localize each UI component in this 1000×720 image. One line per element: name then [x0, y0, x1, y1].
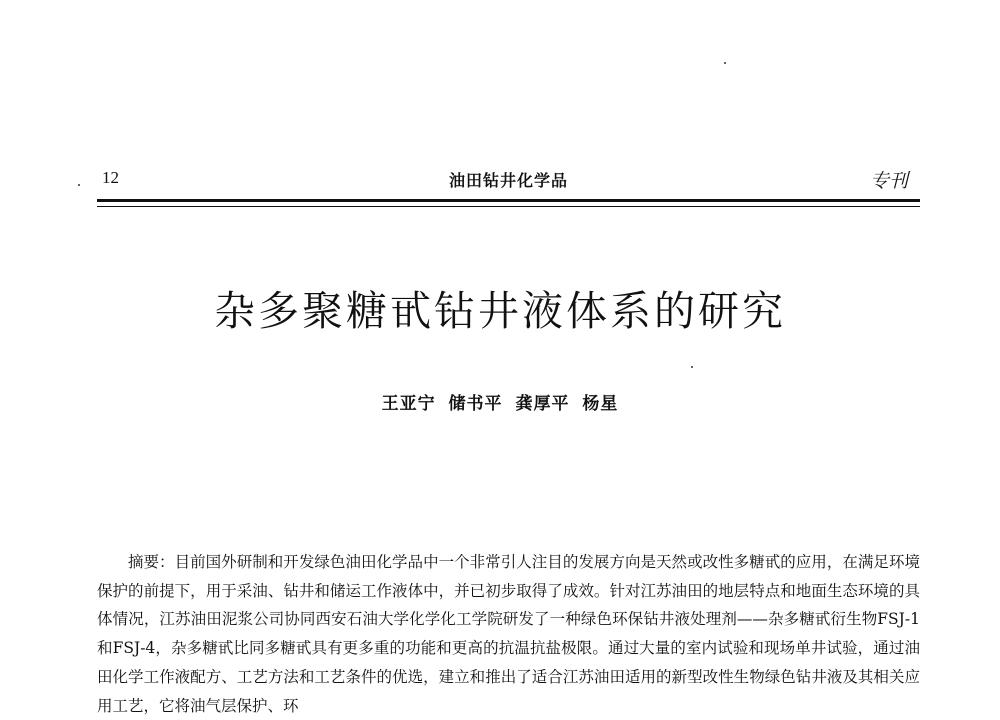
running-header	[97, 166, 920, 194]
article-title: 杂多聚糖甙钻井液体系的研究	[214, 287, 786, 335]
abstract	[97, 548, 920, 720]
abstract-label: 摘要：	[128, 553, 175, 571]
header-rule-thick	[97, 199, 920, 202]
scan-speck	[78, 184, 80, 186]
abstract-text: 目前国外研制和开发绿色油田化学品中一个非常引人注目的发展方向是天然或改性多糖甙的应用，在满足环境保护的前提下，用于采油、钻井和储运工作液体中，并已初步取得了成效。针对江苏油田的地层特点和地面生态环境的具体情况，江苏油田泥浆公司协同西安石油大学化学化工学院研发了一种绿色环保钻井液处理剂——杂多糖甙衍生物FSJ-1和FSJ-4，杂多糖甙比同多糖甙具有更多重的功能和更高的抗温抗盐极限。通过大量的室内试验和现场单井试验，通过油田化学工作液配方、工艺方法和工艺条件的优选，建立和推出了适合江苏油田适用的新型改性生物绿色钻井液及其相关应用工艺，它将油气层保护、环	[97, 553, 920, 715]
page-number: 12	[102, 168, 119, 187]
journal-name: 油田钻井化学品	[448, 171, 568, 190]
scan-speck	[724, 62, 726, 64]
scan-speck	[691, 366, 693, 368]
author-list: 王亚宁 储书平 龚厚平 杨星	[381, 394, 619, 414]
header-rule-thin	[97, 206, 920, 207]
issue-label: 专刊	[869, 170, 908, 192]
